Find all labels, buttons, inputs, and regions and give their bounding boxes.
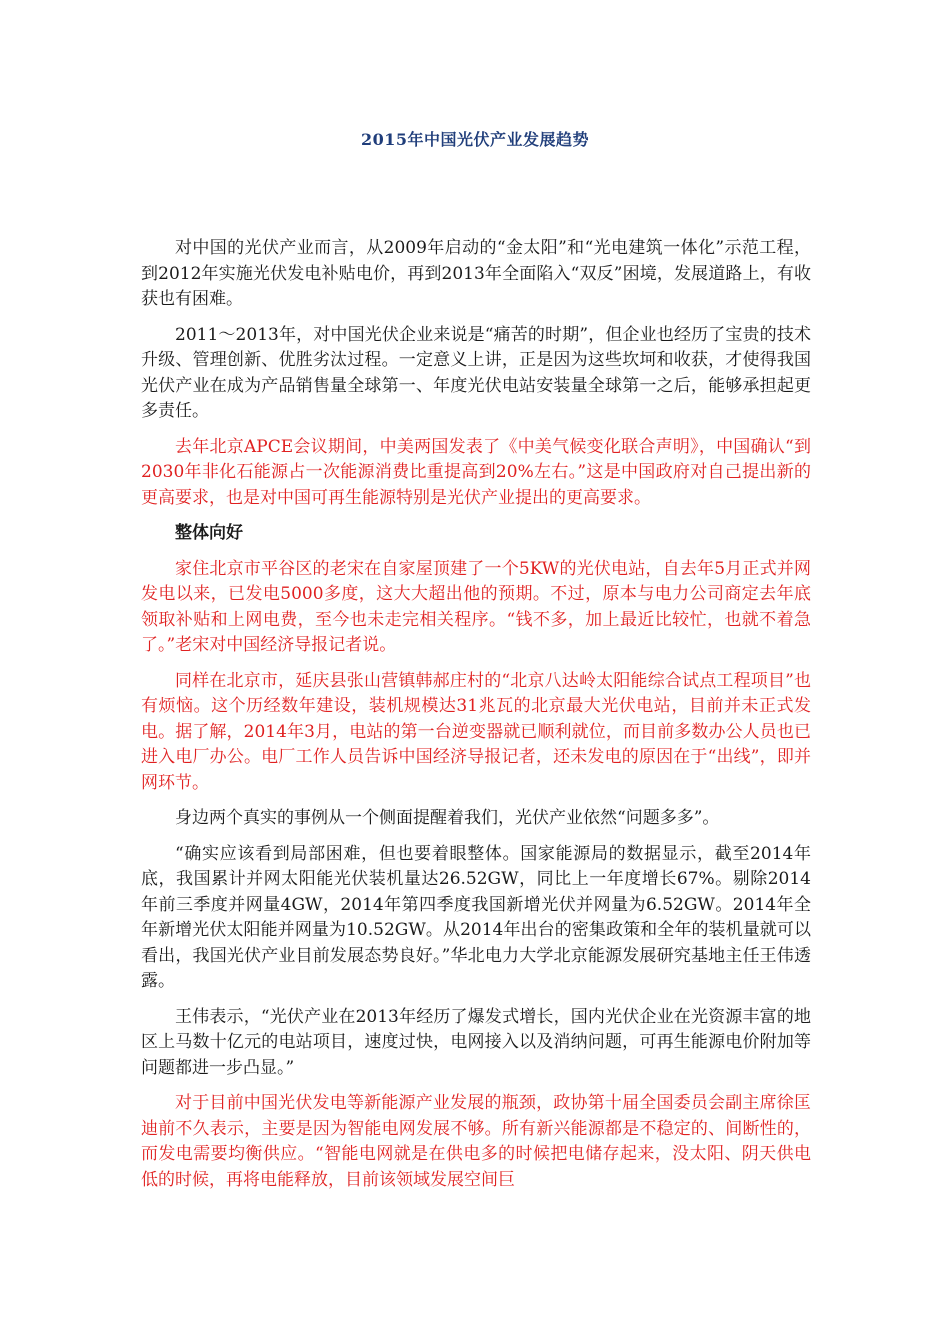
paragraph-wang-wei: 王伟表示，“光伏产业在2013年经历了爆发式增长，国内光伏企业在光资源丰富的地区上马数十亿元的电站项目，速度过快，电网接入以及消纳问题，可再生能源电价附加等问题都进一步凸显。” — [141, 1006, 811, 1078]
paragraph-problems: 身边两个真实的事例从一个侧面提醒着我们，光伏产业依然“问题多多”。 — [175, 808, 720, 828]
document-body — [141, 236, 811, 1203]
section-heading: 整体向好 — [175, 523, 243, 543]
paragraph-difficult-period: 2011～2013年，对中国光伏企业来说是“痛苦的时期”，但企业也经历了宝贵的技术升级、管理创新、优胜劣汰过程。一定意义上讲，正是因为这些坎坷和收获，才使得我国光伏产业在成为产品销售量全球第一、年度光伏电站安装量全球第一之后，能够承担起更多责任。 — [141, 324, 811, 421]
document-title: 2015年中国光伏产业发展趋势 — [360, 130, 590, 149]
paragraph-lao-song: 家住北京市平谷区的老宋在自家屋顶建了一个5KW的光伏电站，自去年5月正式并网发电以来，已发电5000多度，这大大超出他的预期。不过，原本与电力公司商定去年底领取补贴和上网电费，至今也未走完相关程序。“钱不多，加上最近比较忙，也就不着急了。”老宋对中国经济导报记者说。 — [141, 558, 811, 655]
paragraph-joint-statement: 去年北京APCE会议期间，中美两国发表了《中美气候变化联合声明》，中国确认“到2030年非化石能源占一次能源消费比重提高到20%左右。”这是中国政府对自己提出新的更高要求，也是对中国可再生能源特别是光伏产业提出的更高要求。 — [141, 436, 811, 508]
paragraph-intro: 对中国的光伏产业而言，从2009年启动的“金太阳”和“光电建筑一体化”示范工程，到2012年实施光伏发电补贴电价，再到2013年全面陷入“双反”困境，发展道路上，有收获也有困难。 — [141, 238, 811, 309]
paragraph-statistics: “确实应该看到局部困难，但也要着眼整体。国家能源局的数据显示，截至2014年底，我国累计并网太阳能光伏装机量达26.52GW，同比上一年度增长67%。剔除2014年前三季度并网量4GW，2014年第四季度我国新增光伏并网量为6.52GW。2014年全年新增光伏太阳能并网量为10.52GW。从2014年出台的密集政策和全年的装机量就可以看出，我国光伏产业目前发展态势良好。”华北电力大学北京能源发展研究基地主任王伟透露。 — [141, 843, 811, 991]
paragraph-badaling-project: 同样在北京市，延庆县张山营镇韩郝庄村的“北京八达岭太阳能综合试点工程项目”也有烦恼。这个历经数年建设，装机规模达31兆瓦的北京最大光伏电站，目前并未正式发电。据了解，2014年3月，电站的第一台逆变器就已顺利就位，而目前多数办公人员也已进入电厂办公。电厂工作人员告诉中国经济导报记者，还未发电的原因在于“出线”，即并网环节。 — [141, 670, 811, 793]
paragraph-smart-grid: 对于目前中国光伏发电等新能源产业发展的瓶颈，政协第十届全国委员会副主席徐匡迪前不久表示，主要是因为智能电网发展不够。所有新兴能源都是不稳定的、间断性的，而发电需要均衡供应。“智能电网就是在供电多的时候把电储存起来，没太阳、阴天供电低的时候，再将电能释放，目前该领域发展空间巨 — [141, 1093, 811, 1190]
